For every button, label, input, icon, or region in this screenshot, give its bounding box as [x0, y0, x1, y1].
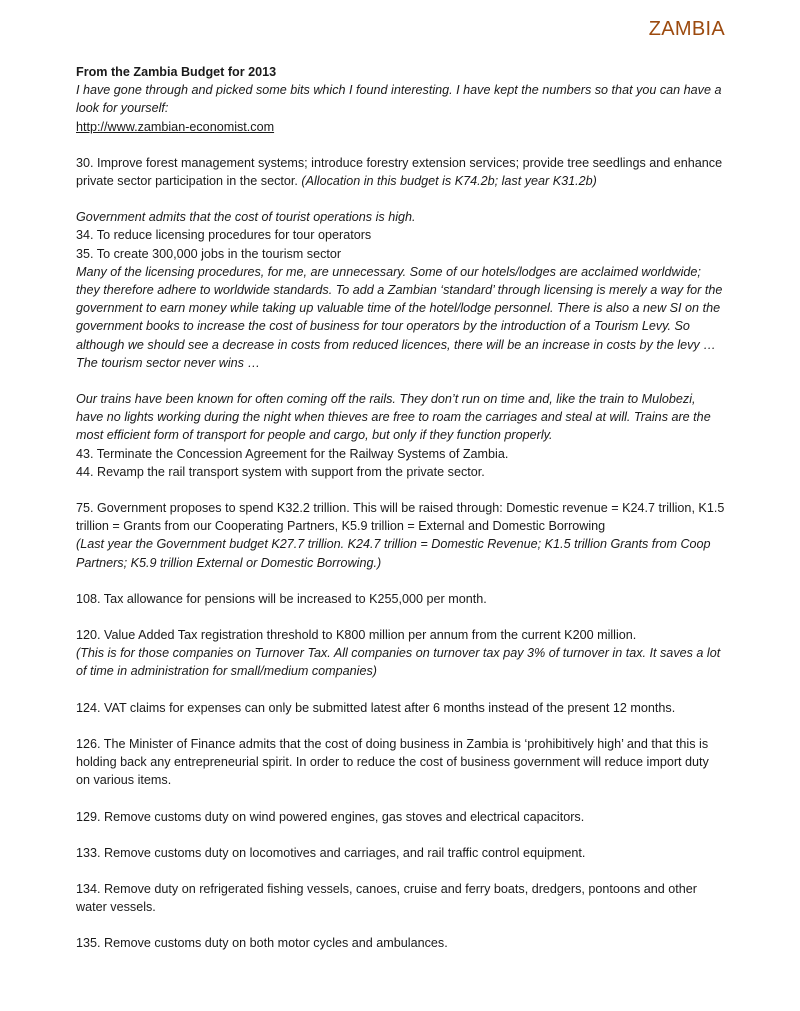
rail-item-44: 44. Revamp the rail transport system with support from the private sector.	[76, 464, 485, 479]
duty-item-129: 129. Remove customs duty on wind powered engines, gas stoves and electrical capacitors.	[76, 809, 585, 824]
intro-note: I have gone through and picked some bits which I found interesting. I have kept the numbers so that you can have a look for yourself:	[76, 83, 722, 116]
tourism-lead: Government admits that the cost of tourist operations is high.	[76, 210, 416, 225]
forestry-comment: (Allocation in this budget is K74.2b; last year K31.2b)	[301, 174, 597, 189]
rail-comment: Our trains have been known for often coming off the rails. They don’t run on time and, like the train to Mulobezi, have no lights working during the night when thieves are free to roam the carriages and steal at will. Trains are the most efficient form of transport for people and cargo, but only if they function properly.	[76, 392, 711, 443]
budget-item-75: 75. Government proposes to spend K32.2 trillion. This will be raised through: Domestic revenue = K24.7 trillion, K1.5 trillion = Grants from our Cooperating Partners, K5.9 trillion = External and Domestic Borrowing	[76, 501, 725, 534]
tourism-comment: Many of the licensing procedures, for me, are unnecessary. Some of our hotels/lodges are acclaimed worldwide; they therefore adhere to worldwide standards. To add a Zambian ‘standard’ through licensing is merely a way for the government to earn money while taking up valuable time of the hotel/lodge personnel. There is also a new SI on the government books to increase the cost of business for tour operators by the introduction of a Tourism Levy. So although we should see a decrease in costs from reduced licences, there will be an increase in costs by the levy … The tourism sector never wins …	[76, 264, 723, 370]
tourism-item-34: 34. To reduce licensing procedures for tour operators	[76, 228, 372, 243]
document-body	[76, 63, 726, 953]
document-header-title: ZAMBIA	[648, 18, 725, 40]
pensions-item-108: 108. Tax allowance for pensions will be increased to K255,000 per month.	[76, 591, 487, 606]
intro-heading: From the Zambia Budget for 2013	[76, 65, 277, 79]
rail-item-43: 43. Terminate the Concession Agreement for the Railway Systems of Zambia.	[76, 446, 509, 461]
budget-comment: (Last year the Government budget K27.7 trillion. K24.7 trillion = Domestic Revenue; K1.5 trillion Grants from Coop Partners; K5.9 trillion External or Domestic Borrowing.)	[76, 537, 711, 570]
source-link[interactable]: http://www.zambian-economist.com	[76, 119, 275, 134]
duty-item-135: 135. Remove customs duty on both motor cycles and ambulances.	[76, 936, 448, 951]
tourism-item-35: 35. To create 300,000 jobs in the tourism sector	[76, 246, 342, 261]
business-cost-item-126: 126. The Minister of Finance admits that the cost of doing business in Zambia is ‘prohibitively high’ and that this is holding back any entrepreneurial spirit. In order to reduce the cost of business government will reduce import duty on various items.	[76, 736, 709, 788]
vat-threshold-item-120: 120. Value Added Tax registration threshold to K800 million per annum from the current K200 million.	[76, 628, 637, 643]
duty-item-134: 134. Remove duty on refrigerated fishing vessels, canoes, cruise and ferry boats, dredgers, pontoons and other water vessels.	[76, 881, 697, 915]
forestry-item: 30. Improve forest management systems; introduce forestry extension services; provide tree seedlings and enhance private sector participation in the sector. (Allocation in this budget is K74.2b; last year K31.2b)	[76, 155, 723, 189]
vat-threshold-comment: (This is for those companies on Turnover Tax. All companies on turnover tax pay 3% of turnover in tax. It saves a lot of time in administration for small/medium companies)	[76, 646, 721, 679]
duty-item-133: 133. Remove customs duty on locomotives and carriages, and rail traffic control equipment.	[76, 845, 586, 860]
vat-claims-item-124: 124. VAT claims for expenses can only be submitted latest after 6 months instead of the present 12 months.	[76, 700, 676, 715]
